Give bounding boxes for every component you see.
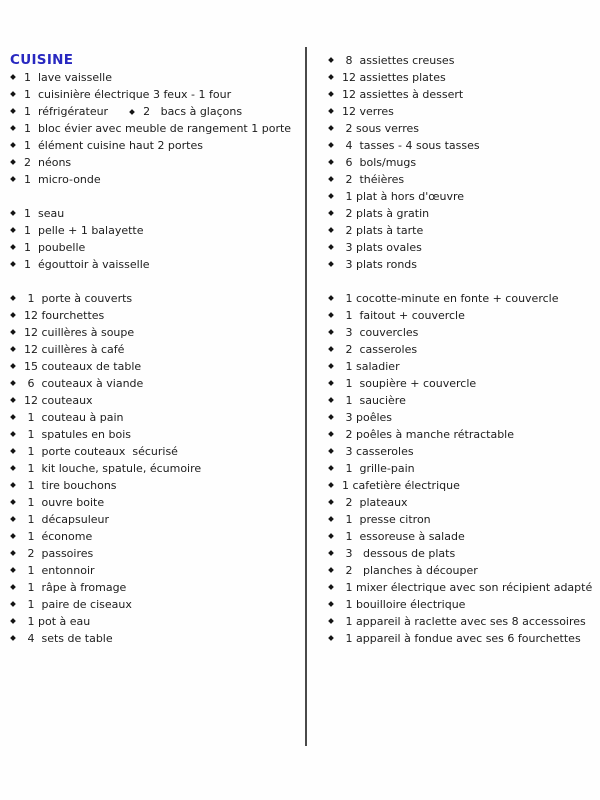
right-column bbox=[328, 52, 598, 647]
item-text: 1 micro-onde bbox=[24, 173, 101, 186]
list-item bbox=[328, 290, 598, 307]
bullet-icon bbox=[10, 630, 24, 647]
list-item bbox=[10, 86, 302, 103]
bullet-icon bbox=[328, 86, 342, 103]
list-item bbox=[328, 69, 598, 86]
list-item bbox=[10, 256, 302, 273]
item-text: 12 couteaux bbox=[24, 394, 93, 407]
list-item bbox=[10, 375, 302, 392]
item-text: 1 réfrigérateur bbox=[24, 105, 109, 118]
item-text: 1 porte à couverts bbox=[24, 292, 133, 305]
list-item bbox=[10, 494, 302, 511]
bullet-icon bbox=[10, 545, 24, 562]
list-item bbox=[328, 222, 598, 239]
item-text: 1 pelle + 1 balayette bbox=[24, 224, 144, 237]
item-text: 3 couvercles bbox=[342, 326, 419, 339]
item-text: 1 cafetière électrique bbox=[342, 479, 460, 492]
bullet-icon bbox=[10, 137, 24, 154]
bullet-icon bbox=[328, 409, 342, 426]
item-text: 2 plats à gratin bbox=[342, 207, 430, 220]
list-item bbox=[10, 511, 302, 528]
item-text: 1 bloc évier avec meuble de rangement 1 porte bbox=[24, 122, 292, 135]
item-text: 2 plateaux bbox=[342, 496, 408, 509]
bullet-icon bbox=[328, 494, 342, 511]
bullet-icon bbox=[10, 341, 24, 358]
item-text: 4 sets de table bbox=[24, 632, 113, 645]
bullet-icon bbox=[328, 324, 342, 341]
item-text: 1 faitout + couvercle bbox=[342, 309, 465, 322]
list-group bbox=[10, 205, 302, 273]
bullet-icon bbox=[129, 109, 135, 115]
list-item bbox=[10, 222, 302, 239]
item-text: 1 lave vaisselle bbox=[24, 71, 112, 84]
bullet-icon bbox=[328, 443, 342, 460]
list-item bbox=[328, 86, 598, 103]
list-item bbox=[10, 630, 302, 647]
list-item bbox=[10, 613, 302, 630]
bullet-icon bbox=[10, 86, 24, 103]
list-item bbox=[328, 545, 598, 562]
list-item bbox=[10, 460, 302, 477]
list-item bbox=[328, 154, 598, 171]
list-item bbox=[10, 307, 302, 324]
item-text: 1 égouttoir à vaisselle bbox=[24, 258, 150, 271]
list-group bbox=[328, 290, 598, 647]
list-item bbox=[328, 324, 598, 341]
list-item bbox=[328, 630, 598, 647]
bullet-icon bbox=[328, 290, 342, 307]
bullet-icon bbox=[328, 375, 342, 392]
item-text: 1 mixer électrique avec son récipient adapté bbox=[342, 581, 593, 594]
item-text: 1 poubelle bbox=[24, 241, 86, 254]
list-item bbox=[10, 426, 302, 443]
list-item bbox=[328, 426, 598, 443]
item-text: 1 grille-pain bbox=[342, 462, 415, 475]
bullet-icon bbox=[10, 511, 24, 528]
bullet-icon bbox=[10, 290, 24, 307]
bullet-icon bbox=[10, 358, 24, 375]
list-item bbox=[10, 392, 302, 409]
item-text: 1 tire bouchons bbox=[24, 479, 117, 492]
right-list bbox=[328, 52, 598, 647]
bullet-icon bbox=[328, 222, 342, 239]
item-text: 2 néons bbox=[24, 156, 72, 169]
bullet-icon bbox=[328, 239, 342, 256]
list-item bbox=[328, 528, 598, 545]
item-text: 2 planches à découper bbox=[342, 564, 478, 577]
list-item bbox=[10, 154, 302, 171]
bullet-icon bbox=[328, 52, 342, 69]
bullet-icon bbox=[328, 596, 342, 613]
bullet-icon bbox=[10, 596, 24, 613]
item-text: 1 bouilloire électrique bbox=[342, 598, 466, 611]
list-item bbox=[328, 596, 598, 613]
list-item bbox=[10, 137, 302, 154]
item-text: 15 couteaux de table bbox=[24, 360, 142, 373]
bullet-icon bbox=[10, 120, 24, 137]
item-text: 2 théières bbox=[342, 173, 405, 186]
item-text: 1 cuisinière électrique 3 feux - 1 four bbox=[24, 88, 232, 101]
list-item bbox=[328, 613, 598, 630]
item-text: 2 bacs à glaçons bbox=[143, 105, 243, 118]
bullet-icon bbox=[10, 307, 24, 324]
item-text: 1 soupière + couvercle bbox=[342, 377, 477, 390]
item-text: 1 seau bbox=[24, 207, 65, 220]
item-text: 1 essoreuse à salade bbox=[342, 530, 465, 543]
item-text: 1 appareil à fondue avec ses 6 fourchettes bbox=[342, 632, 581, 645]
bullet-icon bbox=[328, 511, 342, 528]
item-text: 3 casseroles bbox=[342, 445, 414, 458]
bullet-icon bbox=[10, 528, 24, 545]
bullet-icon bbox=[328, 341, 342, 358]
item-text: 8 assiettes creuses bbox=[342, 54, 455, 67]
item-text: 2 passoires bbox=[24, 547, 94, 560]
bullet-icon bbox=[328, 460, 342, 477]
list-item bbox=[10, 562, 302, 579]
list-group bbox=[10, 290, 302, 647]
bullet-icon bbox=[328, 103, 342, 120]
column-divider-line bbox=[305, 47, 307, 746]
list-group bbox=[328, 52, 598, 273]
bullet-icon bbox=[328, 579, 342, 596]
bullet-icon bbox=[10, 562, 24, 579]
bullet-icon bbox=[10, 443, 24, 460]
list-item bbox=[328, 392, 598, 409]
item-text: 2 casseroles bbox=[342, 343, 418, 356]
bullet-icon bbox=[328, 171, 342, 188]
item-text: 1 râpe à fromage bbox=[24, 581, 127, 594]
list-item bbox=[328, 137, 598, 154]
bullet-icon bbox=[10, 171, 24, 188]
item-text: 1 décapsuleur bbox=[24, 513, 110, 526]
bullet-icon bbox=[328, 528, 342, 545]
bullet-icon bbox=[328, 307, 342, 324]
bullet-icon bbox=[328, 256, 342, 273]
list-item bbox=[10, 103, 302, 120]
item-text: 1 saucière bbox=[342, 394, 406, 407]
bullet-icon bbox=[328, 120, 342, 137]
item-text: 12 cuillères à soupe bbox=[24, 326, 135, 339]
item-text: 12 verres bbox=[342, 105, 394, 118]
bullet-icon bbox=[10, 409, 24, 426]
item-text: 1 saladier bbox=[342, 360, 400, 373]
bullet-icon bbox=[328, 358, 342, 375]
bullet-icon bbox=[328, 426, 342, 443]
list-item bbox=[10, 290, 302, 307]
item-text: 3 plats ronds bbox=[342, 258, 418, 271]
item-text: 3 plats ovales bbox=[342, 241, 422, 254]
item-text: 12 cuillères à café bbox=[24, 343, 125, 356]
list-item bbox=[328, 409, 598, 426]
bullet-icon bbox=[328, 188, 342, 205]
list-item bbox=[328, 443, 598, 460]
list-item bbox=[10, 579, 302, 596]
bullet-icon bbox=[10, 460, 24, 477]
list-group bbox=[10, 69, 302, 188]
bullet-icon bbox=[328, 137, 342, 154]
bullet-icon bbox=[10, 579, 24, 596]
item-text: 1 kit louche, spatule, écumoire bbox=[24, 462, 202, 475]
list-item bbox=[10, 341, 302, 358]
list-item bbox=[328, 205, 598, 222]
list-item bbox=[10, 239, 302, 256]
bullet-icon bbox=[10, 426, 24, 443]
list-item bbox=[328, 307, 598, 324]
item-text: 1 couteau à pain bbox=[24, 411, 124, 424]
bullet-icon bbox=[10, 375, 24, 392]
bullet-icon bbox=[10, 324, 24, 341]
item-text: 1 élément cuisine haut 2 portes bbox=[24, 139, 203, 152]
bullet-icon bbox=[10, 154, 24, 171]
bullet-icon bbox=[10, 69, 24, 86]
item-text: 2 sous verres bbox=[342, 122, 420, 135]
list-item bbox=[328, 460, 598, 477]
bullet-icon bbox=[328, 630, 342, 647]
bullet-icon bbox=[328, 69, 342, 86]
list-item bbox=[10, 443, 302, 460]
item-text: 1 cocotte-minute en fonte + couvercle bbox=[342, 292, 559, 305]
left-column bbox=[10, 52, 302, 647]
list-item bbox=[10, 545, 302, 562]
list-item bbox=[328, 52, 598, 69]
list-item bbox=[328, 103, 598, 120]
list-item bbox=[328, 256, 598, 273]
item-text: 12 fourchettes bbox=[24, 309, 105, 322]
bullet-icon bbox=[10, 222, 24, 239]
list-item bbox=[328, 120, 598, 137]
list-item bbox=[328, 171, 598, 188]
list-item bbox=[328, 511, 598, 528]
item-text: 1 paire de ciseaux bbox=[24, 598, 132, 611]
bullet-icon bbox=[10, 477, 24, 494]
list-item bbox=[10, 69, 302, 86]
item-text: 1 porte couteaux sécurisé bbox=[24, 445, 178, 458]
item-text: 1 presse citron bbox=[342, 513, 431, 526]
item-text: 2 plats à tarte bbox=[342, 224, 424, 237]
list-item bbox=[10, 358, 302, 375]
list-item bbox=[10, 477, 302, 494]
bullet-icon bbox=[328, 613, 342, 630]
page-title: CUISINE bbox=[10, 52, 74, 68]
list-item bbox=[10, 120, 302, 137]
list-item bbox=[328, 579, 598, 596]
item-text: 1 ouvre boite bbox=[24, 496, 105, 509]
list-item bbox=[10, 171, 302, 188]
item-text: 3 dessous de plats bbox=[342, 547, 456, 560]
item-text: 4 tasses - 4 sous tasses bbox=[342, 139, 480, 152]
item-text: 6 bols/mugs bbox=[342, 156, 417, 169]
bullet-icon bbox=[328, 477, 342, 494]
item-text: 2 poêles à manche rétractable bbox=[342, 428, 515, 441]
list-item bbox=[328, 358, 598, 375]
bullet-icon bbox=[10, 256, 24, 273]
list-item bbox=[10, 205, 302, 222]
list-item bbox=[10, 528, 302, 545]
item-text: 12 assiettes plates bbox=[342, 71, 446, 84]
list-item bbox=[328, 477, 598, 494]
item-text: 3 poêles bbox=[342, 411, 393, 424]
list-item bbox=[10, 324, 302, 341]
list-item bbox=[10, 409, 302, 426]
item-text: 1 appareil à raclette avec ses 8 accessoires bbox=[342, 615, 586, 628]
bullet-icon bbox=[10, 205, 24, 222]
list-item bbox=[328, 188, 598, 205]
bullet-icon bbox=[10, 392, 24, 409]
list-item bbox=[328, 375, 598, 392]
bullet-icon bbox=[328, 205, 342, 222]
item-text: 1 plat à hors d'œuvre bbox=[342, 190, 465, 203]
bullet-icon bbox=[10, 239, 24, 256]
list-item bbox=[328, 562, 598, 579]
bullet-icon bbox=[10, 494, 24, 511]
bullet-icon bbox=[328, 392, 342, 409]
item-text: 1 spatules en bois bbox=[24, 428, 132, 441]
item-text: 1 économe bbox=[24, 530, 93, 543]
bullet-icon bbox=[328, 545, 342, 562]
list-item bbox=[10, 596, 302, 613]
bullet-icon bbox=[328, 154, 342, 171]
left-list bbox=[10, 69, 302, 647]
list-item bbox=[328, 239, 598, 256]
item-text: 1 entonnoir bbox=[24, 564, 95, 577]
list-item bbox=[328, 494, 598, 511]
bullet-icon bbox=[328, 562, 342, 579]
item-text: 1 pot à eau bbox=[24, 615, 91, 628]
list-item bbox=[328, 341, 598, 358]
item-text: 12 assiettes à dessert bbox=[342, 88, 464, 101]
item-text: 6 couteaux à viande bbox=[24, 377, 144, 390]
bullet-icon bbox=[10, 613, 24, 630]
bullet-icon bbox=[10, 103, 24, 120]
